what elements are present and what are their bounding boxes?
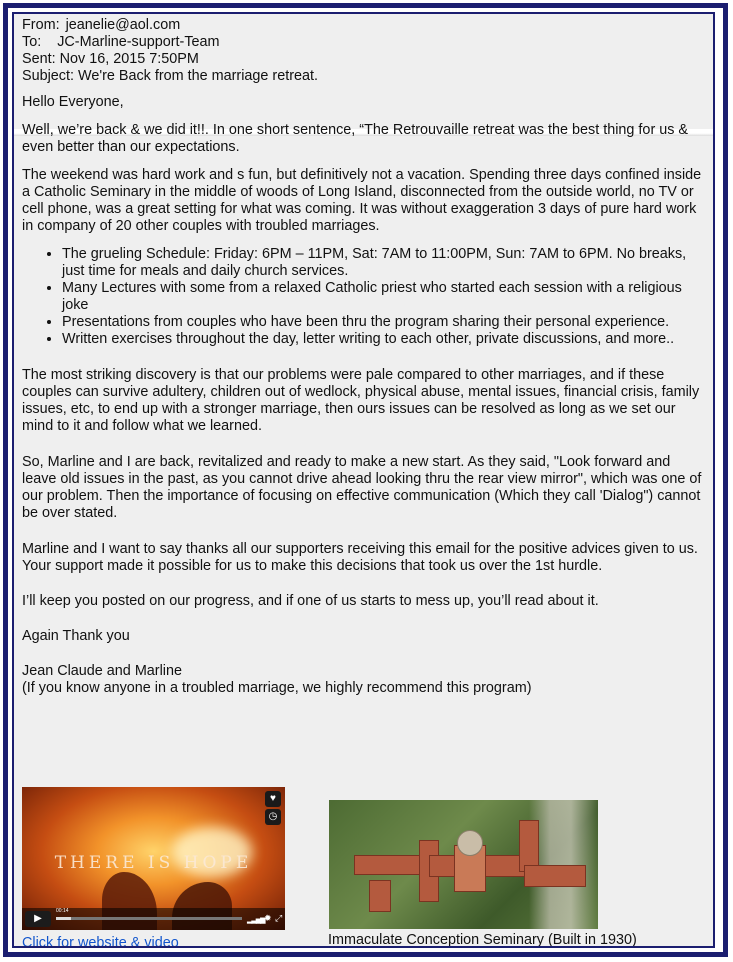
photo-building	[354, 855, 426, 875]
subject-value: We're Back from the marriage retreat.	[78, 68, 319, 84]
list-item: • Presentations from couples who have been thru the program sharing their personal experience.	[62, 314, 706, 331]
email-frame	[3, 3, 728, 957]
seminary-photo	[329, 800, 598, 929]
to-label: To:	[22, 34, 42, 50]
paragraph-posted: I’ll keep you posted on our progress, and if one of us starts to mess up, you’ll read about it.	[22, 593, 599, 609]
video-thumbnail[interactable]	[22, 787, 285, 930]
list-item: • Many Lectures with some from a relaxed Catholic priest who started each session with a religious joke	[62, 280, 706, 314]
email-body-panel	[12, 12, 715, 948]
list-item: • The grueling Schedule: Friday: 6PM – 11PM, Sat: 7AM to 11:00PM, Sun: 7AM to 6PM. No breaks, just time for meals and daily church services.	[62, 246, 706, 280]
paragraph-new-start: So, Marline and I are back, revitalized and ready to make a new start. As they said, "Look forward and leave old issues in the past, as you cannot drive ahead looking thru the rear view mirror", which was one of our problem. Then the importance of focusing on effective communication (Which they call 'Dialog") cannot be over stated.	[22, 454, 702, 521]
from-label: From:	[22, 17, 60, 33]
closing-thanks: Again Thank you	[22, 628, 130, 644]
video-progress-track[interactable]	[56, 917, 242, 920]
header-from	[22, 17, 706, 34]
header-sent	[22, 51, 706, 68]
paragraph-discovery: The most striking discovery is that our problems were pale compared to other marriages, and if these couples can survive adultery, children out of wedlock, physical abuse, mental issues, financial crisis, family issues, etc, to end up with a stronger marriage, then ours issues can be resolved as long as we set our mind to it and follow what we learned.	[22, 367, 700, 434]
clock-icon[interactable]: ◷	[265, 809, 281, 825]
bullet-list	[22, 246, 706, 348]
paragraph-thanks: Marline and I want to say thanks all our supporters receiving this email for the positive advices given to us. Your support made it possible for us to make this decisions that took us over the 1st hurdle.	[22, 541, 698, 574]
website-video-link[interactable]: Click for website & video	[22, 935, 179, 948]
video-control-bar	[22, 908, 285, 930]
heart-icon[interactable]: ♥	[265, 791, 281, 807]
paragraph-intro: Well, we’re back & we did it!!. In one short sentence, “The Retrouvaille retreat was the best thing for us & even better than our expectations.	[22, 122, 689, 155]
sent-label: Sent:	[22, 51, 56, 67]
volume-icon[interactable]: ▂▃▅▆	[247, 917, 265, 924]
photo-dome	[457, 830, 483, 856]
photo-building	[524, 865, 586, 887]
header-subject	[22, 68, 706, 85]
media-row	[22, 787, 706, 948]
header-to	[22, 34, 706, 51]
sent-value: Nov 16, 2015 7:50PM	[59, 51, 199, 67]
play-icon[interactable]: ▶	[25, 911, 51, 927]
greeting: Hello Everyone,	[22, 94, 124, 110]
photo-caption: Immaculate Conception Seminary (Built in 1930)	[328, 932, 637, 948]
video-overlay-title: THERE IS HOPE	[54, 853, 253, 873]
fullscreen-icon[interactable]: ⤢	[275, 913, 283, 923]
photo-building	[369, 880, 391, 912]
subject-label: Subject:	[22, 68, 74, 84]
from-value: jeanelie@aol.com	[65, 17, 181, 33]
gear-icon[interactable]: ✹	[264, 913, 272, 923]
signature: Jean Claude and Marline	[22, 663, 182, 679]
email-content	[22, 17, 706, 697]
postscript: (If you know anyone in a troubled marriage, we highly recommend this program)	[22, 680, 532, 696]
list-item: • Written exercises throughout the day, letter writing to each other, private discussions, and more..	[62, 331, 706, 348]
paragraph-weekend: The weekend was hard work and s fun, but definitively not a vacation. Spending three days confined inside a Catholic Seminary in the middle of woods of Long Island, disconnected from the outside world, no TV or cell phone, was a great setting for what was coming. It was without exaggeration 3 days of pure hard work in company of 20 other couples with troubled marriages.	[22, 167, 702, 234]
video-progress-fill	[56, 917, 71, 920]
video-time: 00:14	[56, 908, 69, 914]
to-value: JC-Marline-support-Team	[57, 34, 220, 50]
